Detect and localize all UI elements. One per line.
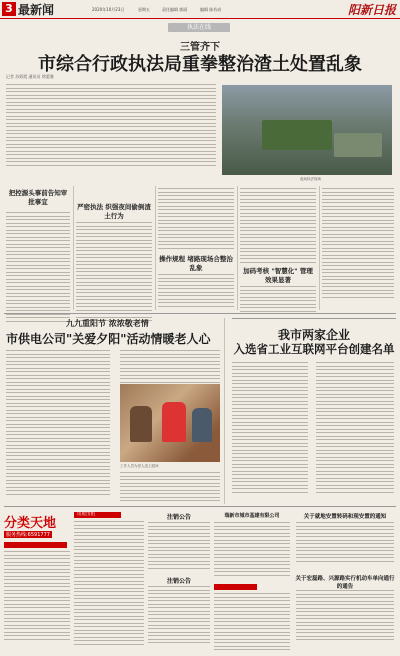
classified-bar	[4, 542, 67, 548]
lead-column-3	[158, 188, 234, 251]
story3-headline-2: 入选省工业互联网平台创建名单	[233, 342, 395, 356]
column-divider	[319, 186, 320, 310]
classifieds-phone: 服务热线:6591777	[6, 532, 50, 538]
lead-column-2	[76, 222, 152, 324]
classified-col-3b	[148, 586, 210, 646]
column-divider	[155, 186, 156, 310]
story2-column-1	[6, 350, 110, 497]
story2-column-3	[120, 472, 220, 504]
story3-headline-1: 我市两家企业	[277, 328, 350, 342]
lead-subhead-4: 加码考核 "智慧化" 管理效果显著	[243, 267, 313, 284]
classified-bar-2	[214, 584, 257, 590]
column-divider	[73, 186, 74, 310]
lead-column-1	[6, 212, 70, 324]
column-divider	[224, 318, 225, 504]
section-title: 最新闻	[18, 3, 55, 17]
notice-body-1	[296, 522, 394, 564]
lead-subhead-1: 把控源头事前告知审批事宜	[8, 189, 68, 206]
story3-column-1	[232, 362, 308, 495]
story3-rule	[232, 318, 396, 319]
designer: 编辑 陈若成	[200, 7, 222, 12]
lead-subhead-3: 操作规程 堵路现场合整治乱象	[159, 255, 233, 272]
story2-kicker: 九九重阳节 浓浓敬老情	[66, 319, 149, 328]
classifieds-title: 分类天地	[4, 516, 57, 531]
notice-title-1: 关于就地安置转码和现安置的通知	[303, 514, 387, 520]
lead-photo	[222, 85, 392, 175]
classified-header: 房屋出租	[74, 512, 121, 518]
lead-kicker: 三管齐下	[180, 42, 220, 53]
lead-headline: 市综合行政执法局重拳整治渣土处置乱象	[38, 54, 362, 75]
classified-col-1	[4, 551, 70, 642]
classified-col-4b	[214, 593, 290, 653]
notice-body-2	[296, 590, 394, 643]
lead-column-4b	[240, 286, 316, 314]
story2-photo-caption: 工作人员为老人送上慰问	[120, 464, 159, 468]
issue-weekday: 星期五	[138, 7, 150, 12]
story2-headline: 市供电公司"关爱夕阳"活动情暖老人心	[6, 332, 211, 346]
story3-column-2	[316, 362, 394, 495]
lead-byline: 记者 苏彩霞 通讯员 徐蕾雅	[6, 74, 54, 79]
company-notice-header: 瑞新市城市基建有限公司	[224, 513, 280, 519]
page-number: 3	[2, 2, 16, 16]
section-divider	[4, 313, 396, 314]
story2-photo	[120, 384, 220, 462]
lead-subhead-2: 严密执法 织强夜间偷倒渣土行为	[77, 203, 151, 220]
lead-intro-text	[6, 84, 216, 168]
classified-col-3	[148, 522, 210, 571]
classifieds-divider	[4, 506, 396, 507]
editor: 责任编辑 郭丽	[162, 7, 188, 12]
classified-col-4	[214, 522, 290, 578]
lead-column-3b	[158, 274, 234, 309]
lead-column-4	[240, 188, 316, 265]
notice-title-2: 关于宏磊路、兴源路实行机动车单向通行的通告	[295, 576, 395, 590]
notice-header: 注销公告	[166, 514, 191, 521]
classified-col-2	[74, 521, 144, 647]
lead-column-5	[322, 188, 394, 300]
column-divider	[237, 186, 238, 310]
story2-column-2	[120, 350, 220, 385]
masthead-logo: 阳新日报	[347, 3, 396, 17]
notice-header-2: 注销公告	[166, 578, 191, 585]
lead-photo-caption: 夜间执法现场	[300, 177, 321, 181]
column-tag: 执法在线	[168, 23, 230, 32]
issue-date: 2020年10月23日	[92, 7, 125, 12]
